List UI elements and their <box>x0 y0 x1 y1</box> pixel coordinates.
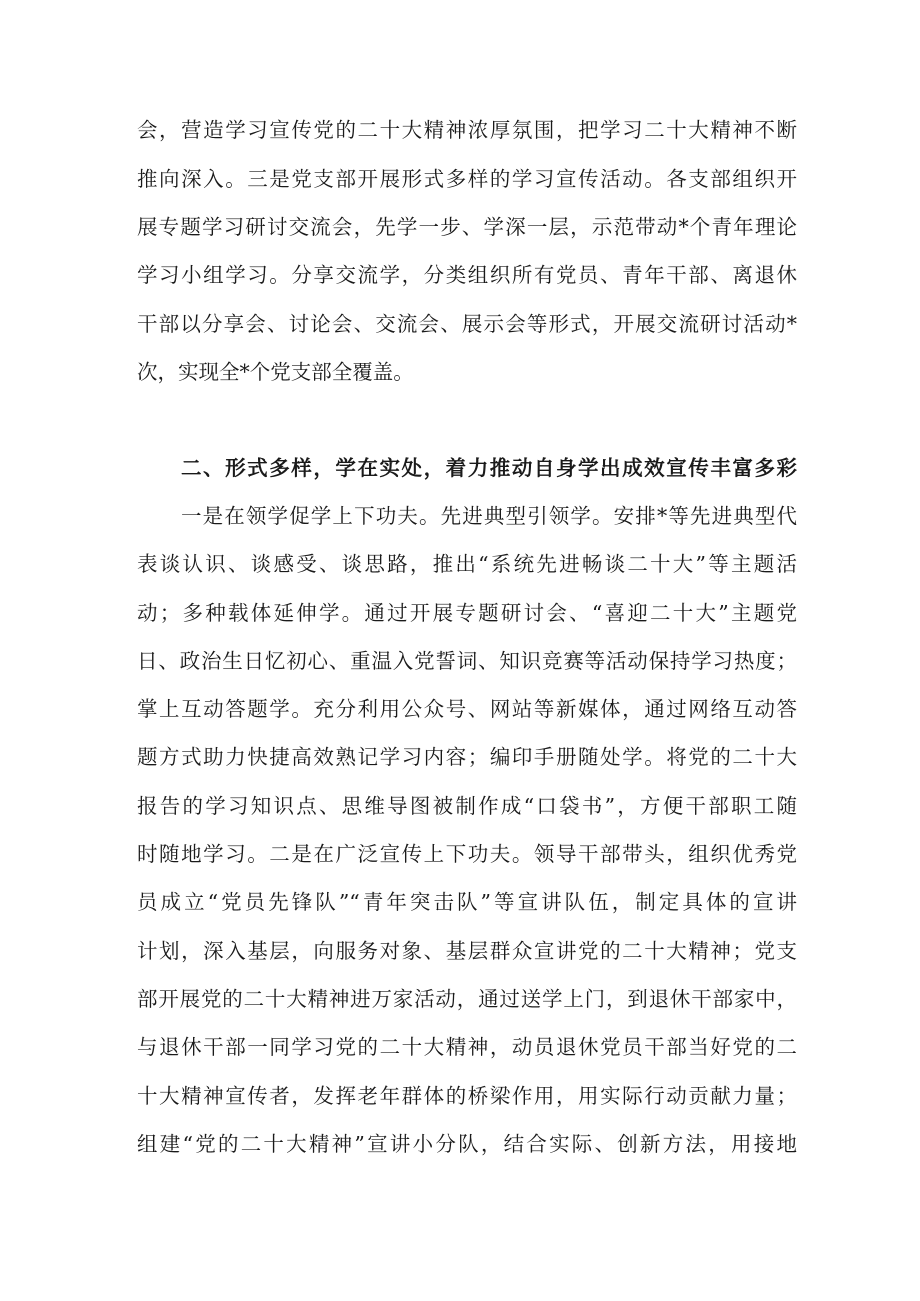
text-line: 部开展党的二十大精神进万家活动，通过送学上门，到退休干部家中， <box>137 987 797 1011</box>
section-heading: 二、形式多样，学在实处，着力推动自身学出成效宣传丰富多彩 <box>181 456 797 480</box>
text-line: 一是在领学促学上下功夫。先进典型引领学。安排*等先进典型代 <box>181 504 797 528</box>
text-line: 会，营造学习宣传党的二十大精神浓厚氛围，把学习二十大精神不断 <box>137 118 797 142</box>
text-line: 次，实现全*个党支部全覆盖。 <box>137 360 414 384</box>
text-line: 推向深入。三是党支部开展形式多样的学习宣传活动。各支部组织开 <box>137 167 797 191</box>
text-line: 与退休干部一同学习党的二十大精神，动员退休党员干部当好党的二 <box>137 1035 797 1059</box>
text-line: 时随地学习。二是在广泛宣传上下功夫。领导干部带头，组织优秀党 <box>137 842 797 866</box>
text-line: 日、政治生日忆初心、重温入党誓词、知识竞赛等活动保持学习热度； <box>137 649 797 673</box>
text-line: 表谈认识、谈感受、谈思路，推出“系统先进畅谈二十大”等主题活 <box>137 552 797 576</box>
text-line: 报告的学习知识点、思维导图被制作成“口袋书”，方便干部职工随 <box>137 794 797 818</box>
text-line: 干部以分享会、讨论会、交流会、展示会等形式，开展交流研讨活动* <box>137 312 797 336</box>
text-line: 十大精神宣传者，发挥老年群体的桥梁作用，用实际行动贡献力量； <box>137 1084 797 1108</box>
text-line: 员成立“党员先锋队”“青年突击队”等宣讲队伍，制定具体的宣讲 <box>137 890 797 914</box>
text-line: 掌上互动答题学。充分利用公众号、网站等新媒体，通过网络互动答 <box>137 697 797 721</box>
text-line: 题方式助力快捷高效熟记学习内容；编印手册随处学。将党的二十大 <box>137 745 797 769</box>
text-line: 学习小组学习。分享交流学，分类组织所有党员、青年干部、离退休 <box>137 263 797 287</box>
text-line: 展专题学习研讨交流会，先学一步、学深一层，示范带动*个青年理论 <box>137 215 797 239</box>
text-line: 动；多种载体延伸学。通过开展专题研讨会、“喜迎二十大”主题党 <box>137 601 797 625</box>
text-line: 计划，深入基层，向服务对象、基层群众宣讲党的二十大精神；党支 <box>137 939 797 963</box>
text-line: 组建“党的二十大精神”宣讲小分队，结合实际、创新方法，用接地 <box>137 1132 797 1156</box>
